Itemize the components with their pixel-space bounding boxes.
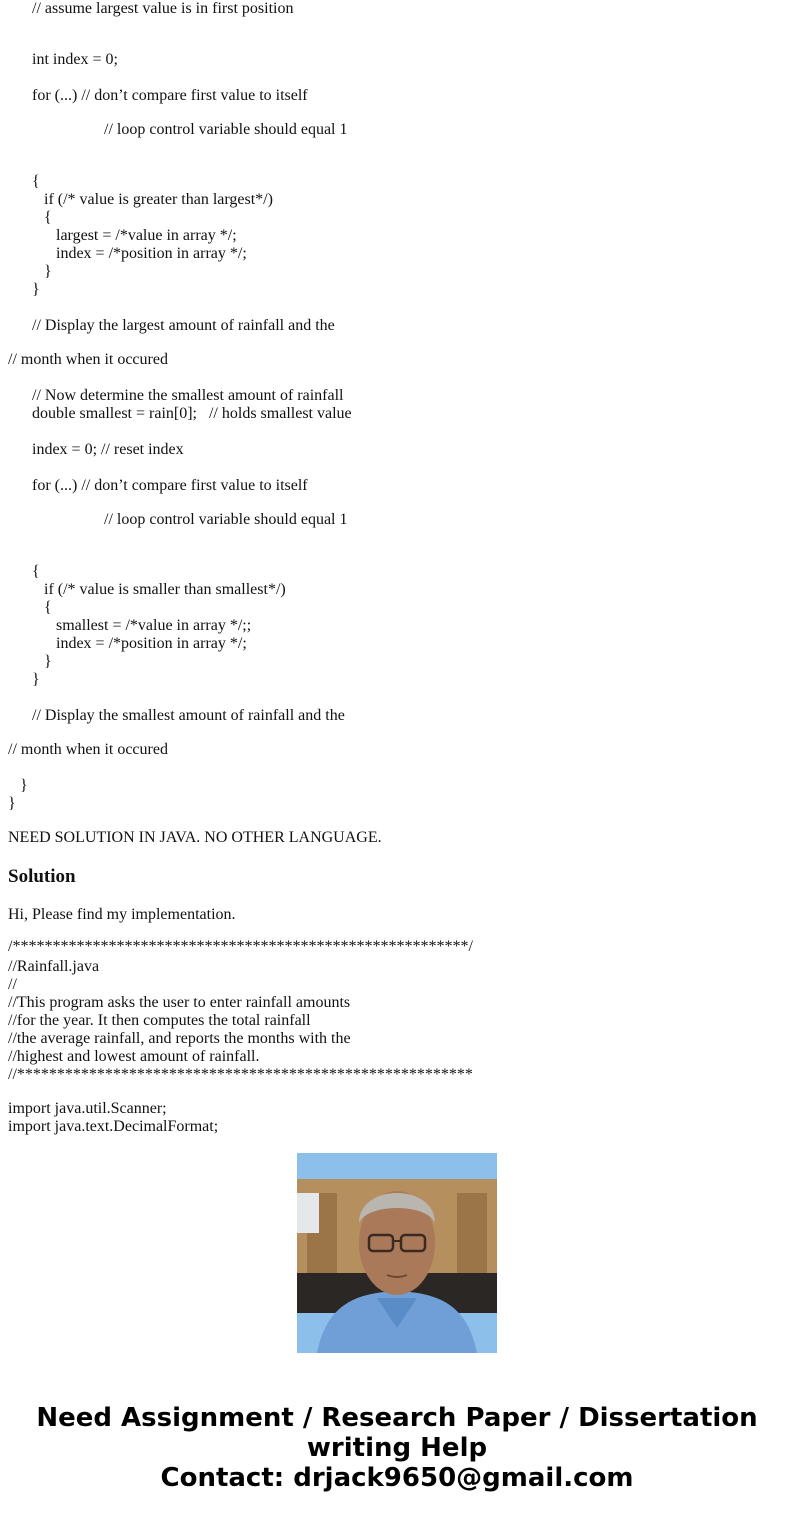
- code-line: // Display the largest amount of rainfall and the: [32, 317, 335, 334]
- code-line: }: [8, 795, 16, 812]
- code-line: //Rainfall.java: [8, 958, 100, 975]
- code-line: /*********************************************************/: [8, 938, 473, 955]
- code-line: //: [8, 976, 17, 993]
- code-line: }: [32, 671, 40, 688]
- code-line: //for the year. It then computes the total rainfall: [8, 1012, 311, 1029]
- code-line: }: [44, 653, 52, 670]
- requirement-note: NEED SOLUTION IN JAVA. NO OTHER LANGUAGE.: [8, 829, 382, 846]
- code-line: int index = 0;: [32, 51, 118, 68]
- code-line: //*********************************************************: [8, 1066, 473, 1083]
- code-line: // month when it occured: [8, 741, 168, 758]
- code-line: // Display the smallest amount of rainfall and the: [32, 707, 345, 724]
- code-line: // assume largest value is in first position: [32, 0, 294, 17]
- author-photo: [297, 1153, 497, 1353]
- promo-line-2: writing Help: [306, 1433, 488, 1463]
- code-line: {: [44, 599, 52, 616]
- solution-code-block: [0, 938, 794, 1135]
- code-line: import java.util.Scanner;: [8, 1100, 167, 1117]
- code-line: // month when it occured: [8, 351, 168, 368]
- code-line: }: [44, 263, 52, 280]
- code-line: // loop control variable should equal 1: [104, 511, 348, 528]
- code-line: import java.text.DecimalFormat;: [8, 1118, 219, 1135]
- code-line: smallest = /*value in array */;;: [56, 617, 252, 634]
- code-line: {: [32, 563, 40, 580]
- promo-contact: Contact: drjack9650@gmail.com: [160, 1463, 634, 1493]
- code-line: index = /*position in array */;: [56, 635, 247, 652]
- promo-footer: [0, 1403, 794, 1493]
- code-line: }: [20, 777, 28, 794]
- code-line: if (/* value is smaller than smallest*/): [44, 581, 286, 598]
- code-line: }: [32, 281, 40, 298]
- code-line: index = /*position in array */;: [56, 245, 247, 262]
- code-line: //This program asks the user to enter rainfall amounts: [8, 994, 351, 1011]
- code-line: for (...) // don’t compare first value to itself: [32, 477, 308, 494]
- code-line: if (/* value is greater than largest*/): [44, 191, 273, 208]
- code-line: {: [44, 209, 52, 226]
- promo-line-1: Need Assignment / Research Paper / Dissertation: [36, 1403, 758, 1433]
- code-line: double smallest = rain[0]; // holds smallest value: [32, 405, 352, 422]
- solution-heading: Solution: [8, 866, 76, 887]
- code-line: largest = /*value in array */;: [56, 227, 237, 244]
- solution-intro: Hi, Please find my implementation.: [8, 906, 236, 923]
- code-line: for (...) // don’t compare first value to itself: [32, 87, 308, 104]
- code-line: //the average rainfall, and reports the months with the: [8, 1030, 351, 1047]
- code-line: // loop control variable should equal 1: [104, 121, 348, 138]
- code-line: {: [32, 173, 40, 190]
- code-line: index = 0; // reset index: [32, 441, 184, 458]
- code-line: //highest and lowest amount of rainfall.: [8, 1048, 260, 1065]
- code-line: // Now determine the smallest amount of rainfall: [32, 387, 344, 404]
- author-portrait-icon: [297, 1153, 497, 1353]
